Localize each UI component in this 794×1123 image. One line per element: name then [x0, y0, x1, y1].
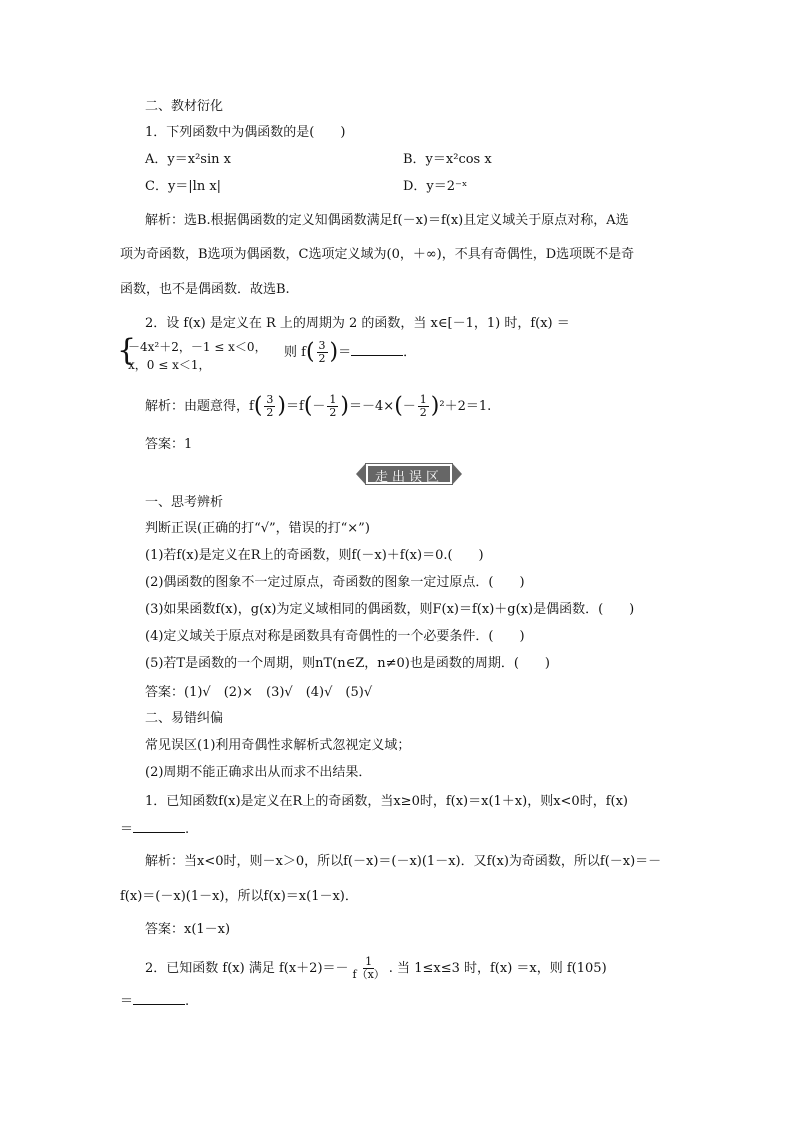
judgement-item-5: (5)若T是函数的一个周期，则nT(n∈Z，n≠0)也是函数的周期．( ) [145, 656, 550, 671]
e-q2-frac-num: 1 [365, 955, 373, 968]
section-heading-textbook: 二、教材衍化 [145, 99, 224, 114]
judgement-intro: 判断正误(正确的打“√”，错误的打“×”) [145, 521, 370, 536]
q2-sol-frac3-num: 1 [419, 393, 427, 406]
e-q1-equals: ＝ [120, 822, 134, 837]
e-q1-stem-line2: ＝ . [120, 822, 190, 837]
e-q2-frac-den: f（x） [352, 968, 385, 981]
e-q1-answer: 答案：x(1－x) [145, 922, 231, 937]
judgement-item-2: (2)偶函数的图象不一定过原点，奇函数的图象一定过原点．( ) [145, 575, 525, 590]
section-banner [356, 463, 462, 485]
q2-sol-minus2: － [402, 399, 416, 414]
e-q2-stem-a: 2．已知函数 f(x) 满足 f(x＋2)＝－ [145, 961, 349, 976]
q1-option-d: D．y＝2⁻ˣ [403, 179, 468, 194]
e-q2-answer-blank [133, 992, 185, 1005]
q2-piecewise-case1: －4x²＋2，－1 ≤ x＜0， [128, 340, 267, 354]
banner-title: 走出误区 [374, 470, 443, 485]
section-heading-errors: 二、易错纠偏 [145, 711, 224, 726]
q1-option-c: C．y＝|ln x| [145, 179, 222, 194]
q2-solution: 解析：由题意得，f( $\frac{3}{2}$ )＝f(－ $\frac{1}{2}$ )＝－4×(－ $\frac{1}{2}$ )²＋2＝1. [145, 393, 492, 419]
q2-sol-frac2-num: 1 [329, 393, 337, 406]
q2-then-label: 则 f [284, 345, 306, 360]
q2-sol-mid1: ＝f [286, 399, 304, 414]
q2-sol-frac3 [418, 394, 429, 419]
judgement-answer: 答案：(1)√ (2)× (3)√ (4)√ (5)√ [145, 685, 373, 700]
q1-solution-line1: 解析：选B.根据偶函数的定义知偶函数满足f(－x)＝f(x)且定义域关于原点对称，A选 [145, 213, 629, 228]
q2-question: 则 f( $\frac{3}{2}$ )＝ ． [284, 339, 417, 365]
q2-answer-blank [351, 343, 403, 356]
piecewise-brace: { [117, 333, 137, 368]
e-q2-equals: ＝ [120, 994, 134, 1009]
e-q2-fraction [351, 956, 387, 981]
q2-sol-frac2 [327, 394, 338, 419]
e-q1-solution-line2: f(x)＝(－x)(1－x)，所以f(x)＝x(1－x)． [120, 889, 358, 904]
e-q1-solution-line1: 解析：当x<0时，则－x＞0，所以f(－x)＝(－x)(1－x)．又f(x)为奇函数，所以f(－x)＝－ [145, 854, 662, 869]
q2-sol-minus1: － [312, 399, 326, 414]
q2-fraction [317, 340, 328, 365]
q2-frac-den: 2 [318, 352, 326, 365]
e-q1-answer-blank [133, 820, 185, 833]
q2-sol-frac1-den: 2 [266, 406, 274, 419]
q2-sol-frac2-den: 2 [329, 406, 337, 419]
e-q2-stem [145, 956, 607, 981]
q2-sol-prefix: 解析：由题意得，f [145, 399, 254, 414]
q2-equals: ＝ [338, 345, 352, 360]
q1-solution-line2: 项为奇函数，B选项为偶函数，C选项定义域为(0，＋∞)，不具有奇偶性，D选项既不是奇 [120, 247, 635, 262]
judgement-item-3: (3)如果函数f(x)，g(x)为定义域相同的偶函数，则F(x)＝f(x)＋g(x)是偶函数．( ) [145, 602, 635, 617]
errors-note-2: (2)周期不能正确求出从而求不出结果． [145, 765, 372, 780]
judgement-item-4: (4)定义域关于原点对称是函数具有奇偶性的一个必要条件．( ) [145, 629, 525, 644]
e-q1-stem: 1．已知函数f(x)是定义在R上的奇函数，当x≥0时，f(x)＝x(1＋x)，则x<0时，f(x) [145, 794, 628, 809]
q2-sol-frac3-den: 2 [419, 406, 427, 419]
q2-sol-mid3: ＝－4× [349, 399, 395, 414]
q1-option-b: B．y＝x²cos x [403, 152, 492, 167]
section-heading-thinking: 一、思考辨析 [145, 495, 224, 510]
q2-sol-frac1-num: 3 [266, 393, 274, 406]
errors-note-1: 常见误区(1)利用奇偶性求解析式忽视定义域； [145, 738, 411, 753]
q1-solution-line3: 函数，也不是偶函数．故选B. [120, 282, 290, 297]
e-q2-stem-line2: ＝ . [120, 994, 190, 1009]
q2-sol-end: ²＋2＝1. [439, 399, 492, 414]
q1-stem: 1．下列函数中为偶函数的是( ) [145, 125, 346, 140]
q2-frac-num: 3 [318, 339, 326, 352]
q2-piecewise-case2: x，0 ≤ x＜1， [128, 358, 211, 372]
q2-answer: 答案：1 [145, 437, 193, 452]
q1-option-a: A．y＝x²sin x [145, 152, 231, 167]
q2-sol-frac1 [264, 394, 275, 419]
judgement-item-1: (1)若f(x)是定义在R上的奇函数，则f(－x)＋f(x)＝0.( ) [145, 548, 484, 563]
e-q2-stem-b: . 当 1≤x≤3 时，f(x) ＝x，则 f(105) [388, 961, 607, 976]
q2-stem: 2．设 f(x) 是定义在 R 上的周期为 2 的函数，当 x∈[－1，1) 时，f(x) ＝ [145, 316, 570, 331]
